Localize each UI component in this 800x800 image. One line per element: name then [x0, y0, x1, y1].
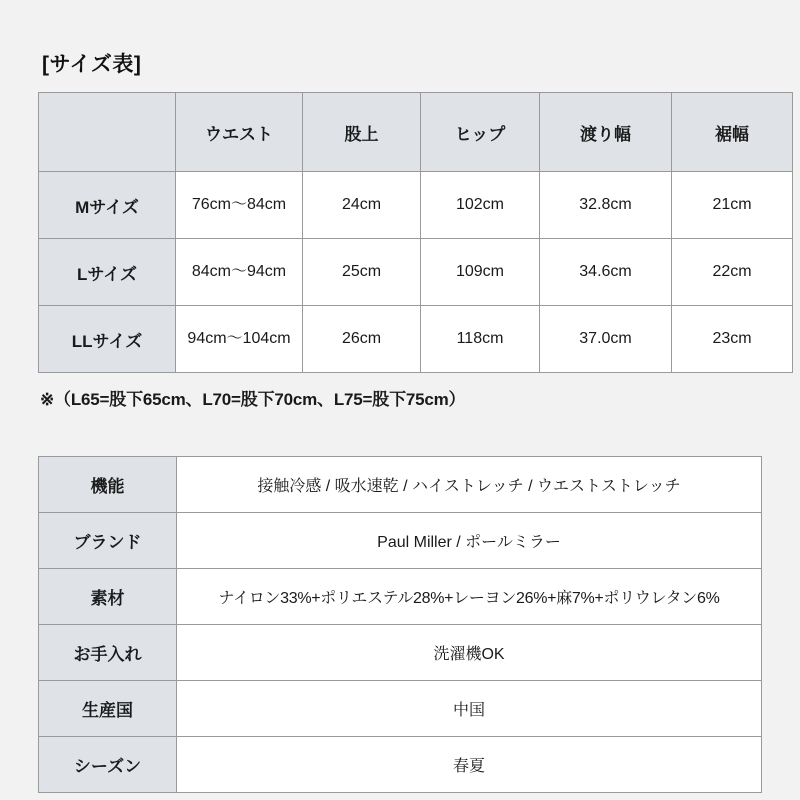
cell-l-rise: 25cm — [303, 239, 421, 306]
table-row — [39, 737, 762, 793]
size-table-head — [39, 93, 793, 172]
size-table-body — [39, 172, 793, 373]
cell-brand-value: Paul Miller / ポールミラー — [177, 513, 762, 569]
spec-table — [38, 456, 762, 793]
row-header-ll: LLサイズ — [39, 306, 176, 373]
cell-ll-hem: 23cm — [672, 306, 793, 373]
cell-ll-thigh: 37.0cm — [540, 306, 672, 373]
size-table-header-row — [39, 93, 793, 172]
row-header-season: シーズン — [39, 737, 177, 793]
column-header-thigh: 渡り幅 — [540, 93, 672, 172]
row-header-function: 機能 — [39, 457, 177, 513]
cell-l-hem: 22cm — [672, 239, 793, 306]
table-row — [39, 239, 793, 306]
cell-ll-hip: 118cm — [421, 306, 540, 373]
table-row — [39, 457, 762, 513]
cell-m-hem: 21cm — [672, 172, 793, 239]
column-header-rise: 股上 — [303, 93, 421, 172]
cell-l-hip: 109cm — [421, 239, 540, 306]
table-row — [39, 172, 793, 239]
cell-m-thigh: 32.8cm — [540, 172, 672, 239]
cell-ll-rise: 26cm — [303, 306, 421, 373]
cell-m-waist: 76cm〜84cm — [176, 172, 303, 239]
row-header-country: 生産国 — [39, 681, 177, 737]
table-row — [39, 306, 793, 373]
column-header-hip: ヒップ — [421, 93, 540, 172]
cell-material-value: ナイロン33%+ポリエステル28%+レーヨン26%+麻7%+ポリウレタン6% — [177, 569, 762, 625]
row-header-brand: ブランド — [39, 513, 177, 569]
cell-function-value: 接触冷感 / 吸水速乾 / ハイストレッチ / ウエストストレッチ — [177, 457, 762, 513]
table-row — [39, 513, 762, 569]
cell-m-rise: 24cm — [303, 172, 421, 239]
cell-m-hip: 102cm — [421, 172, 540, 239]
size-table-corner-cell — [39, 93, 176, 172]
cell-ll-waist: 94cm〜104cm — [176, 306, 303, 373]
cell-season-value: 春夏 — [177, 737, 762, 793]
row-header-m: Mサイズ — [39, 172, 176, 239]
column-header-waist: ウエスト — [176, 93, 303, 172]
spec-section — [38, 456, 762, 793]
table-row — [39, 681, 762, 737]
row-header-l: Lサイズ — [39, 239, 176, 306]
page-title: [サイズ表] — [42, 53, 142, 76]
cell-care-value: 洗濯機OK — [177, 625, 762, 681]
table-row — [39, 569, 762, 625]
column-header-hem: 裾幅 — [672, 93, 793, 172]
size-table — [38, 92, 793, 373]
row-header-care: お手入れ — [39, 625, 177, 681]
cell-country-value: 中国 — [177, 681, 762, 737]
table-row — [39, 625, 762, 681]
cell-l-thigh: 34.6cm — [540, 239, 672, 306]
row-header-material: 素材 — [39, 569, 177, 625]
size-table-note: ※（L65=股下65cm、L70=股下70cm、L75=股下75cm） — [40, 390, 466, 409]
spec-table-body — [39, 457, 762, 793]
cell-l-waist: 84cm〜94cm — [176, 239, 303, 306]
